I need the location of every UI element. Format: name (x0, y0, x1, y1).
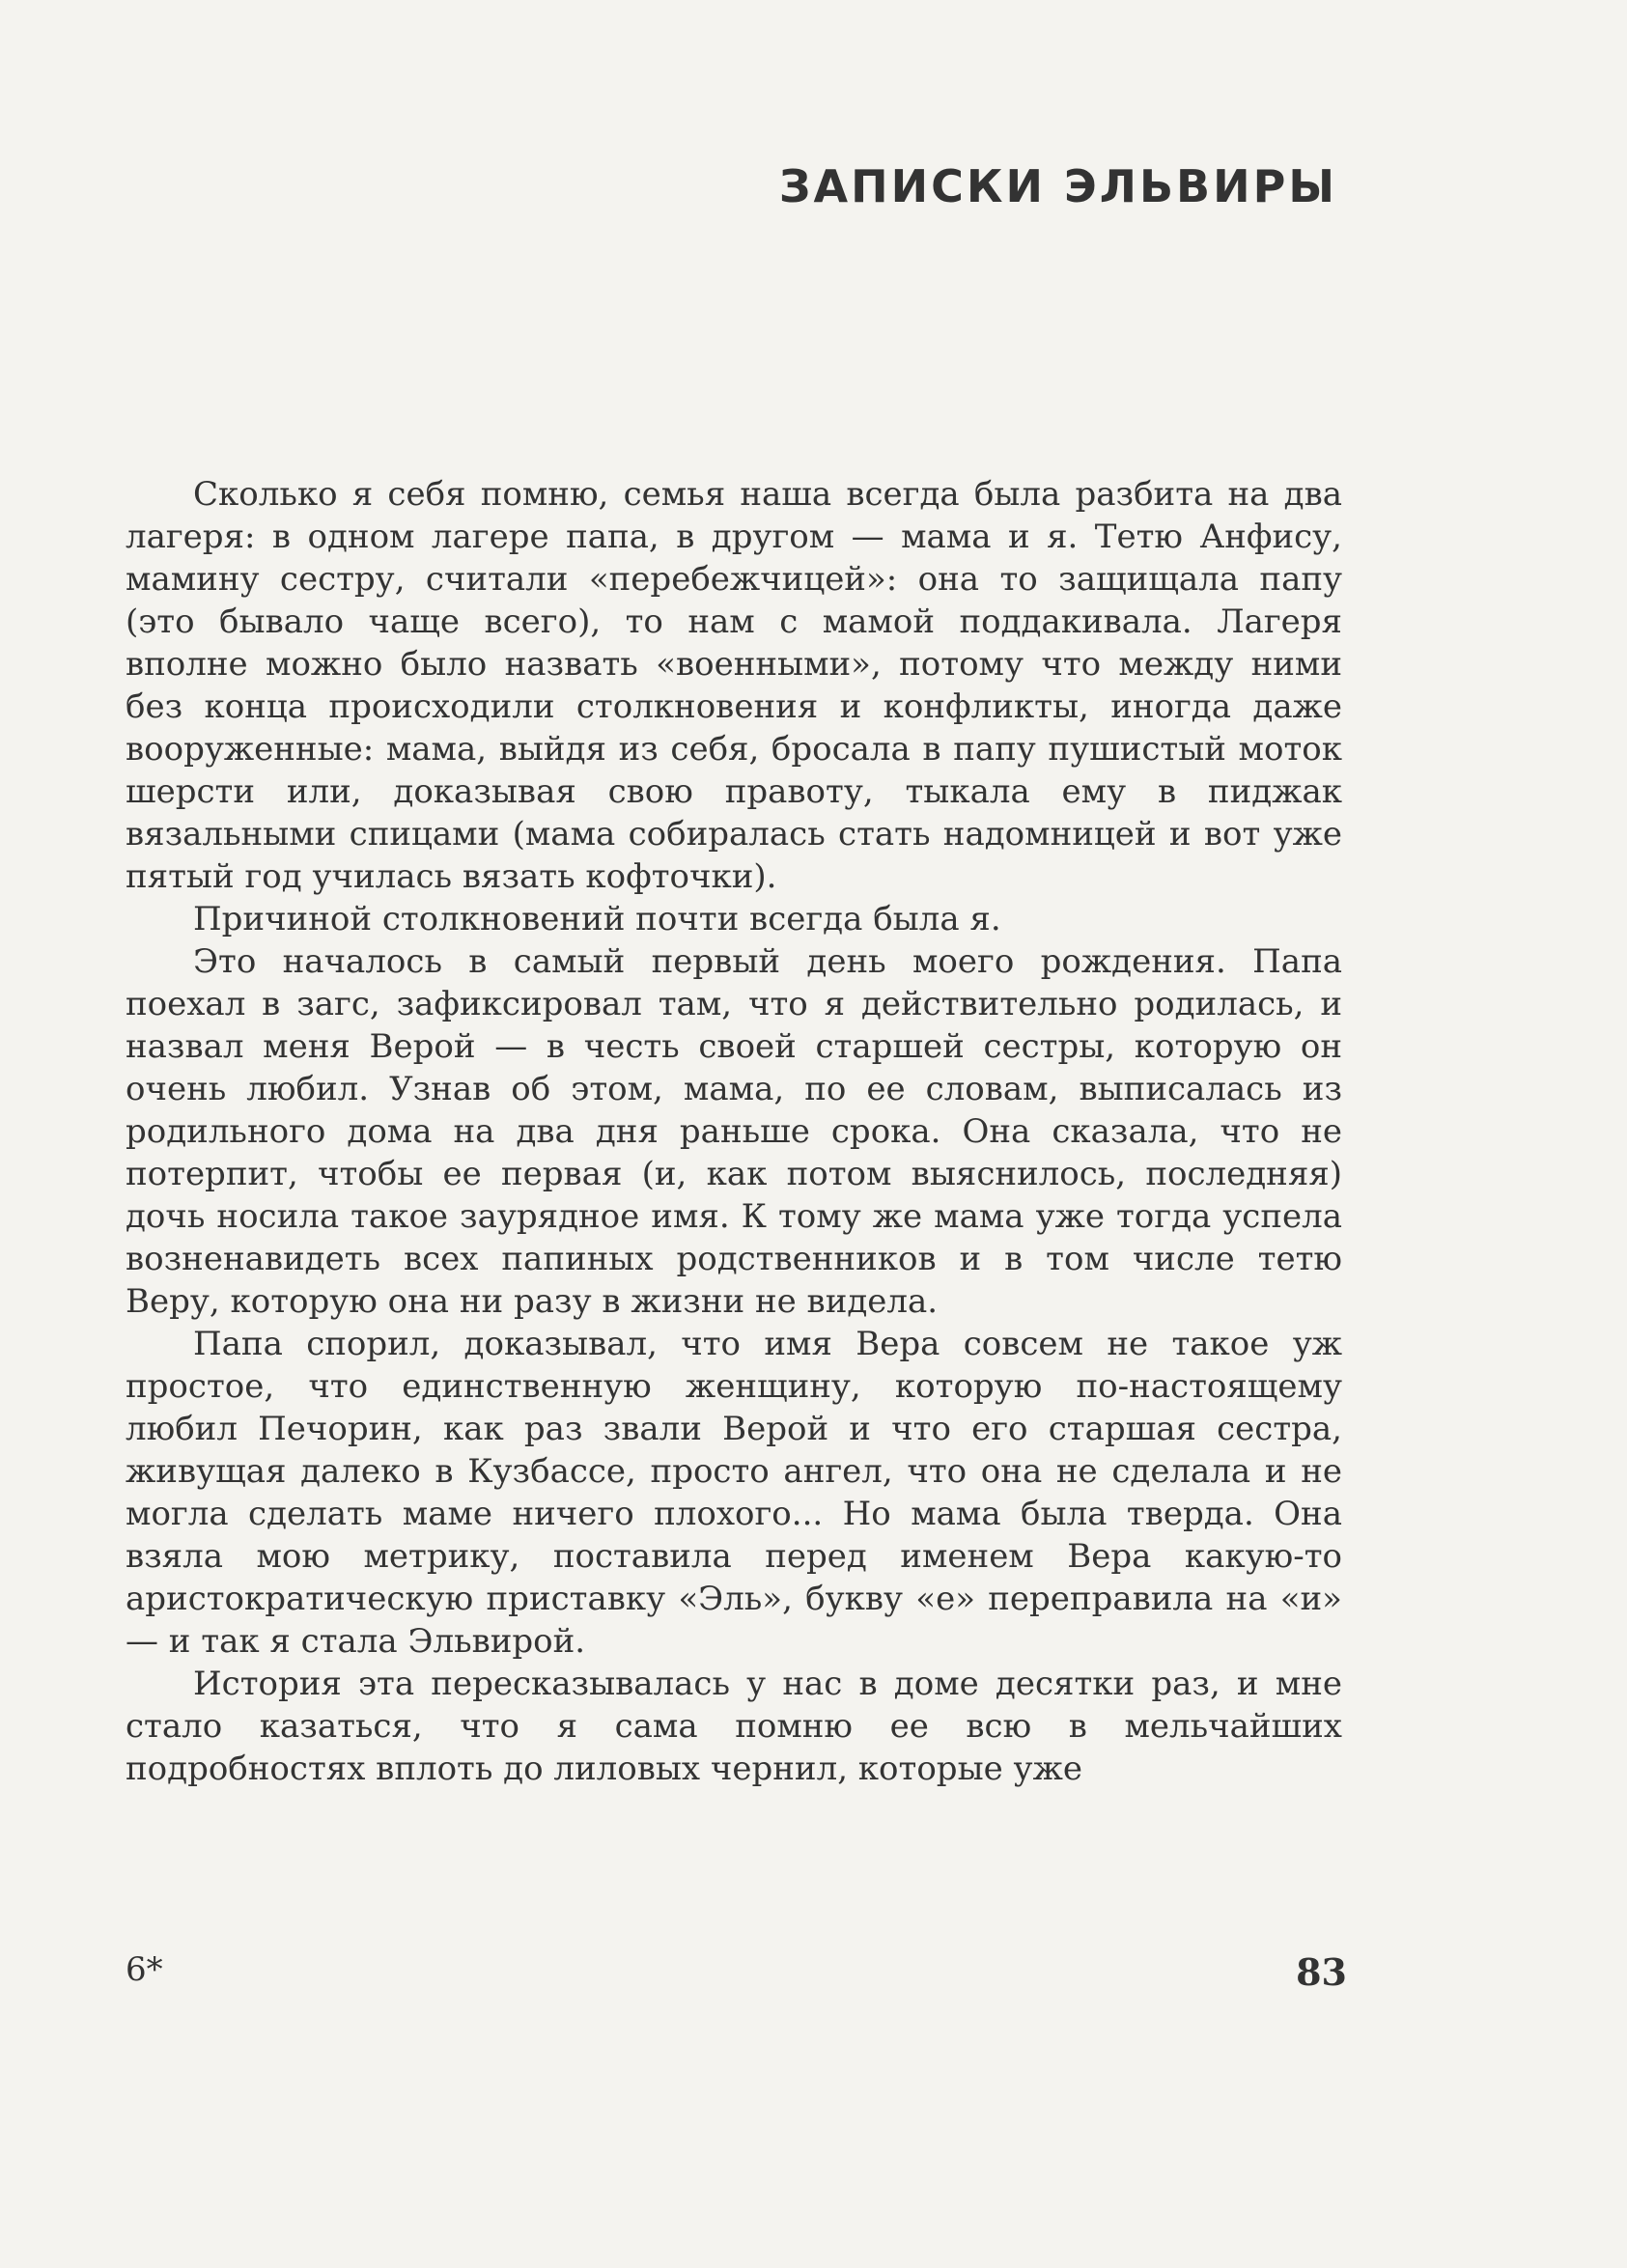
paragraph: Это началось в самый первый день моего рождения. Папа поехал в загс, зафиксировал там, что я действительно родилась, и назвал меня Верой — в честь своей старшей сестры, которую он очень любил. Узнав об этом, мама, по ее словам, выписалась из родильного дома на два дня раньше срока. Она сказала, что не потерпит, чтобы ее первая (и, как потом выяснилось, последняя) дочь носила такое заурядное имя. К тому же мама уже тогда успела возненавидеть всех папиных родственников и в том числе тетю Веру, которую она ни разу в жизни не видела. (126, 942, 1342, 1321)
paragraph: Причиной столкновений почти всегда была я. (193, 900, 1001, 938)
paragraph: Сколько я себя помню, семья наша всегда была разбита на два лагеря: в одном лагере папа, в другом — мама и я. Тетю Анфису, мамину сестру, считали «перебежчицей»: она то защищала папу (это бывало чаще всего), то нам с мамой поддакивала. Лагеря вполне можно было назвать «военными», потому что между ними без конца происходили столкновения и конфликты, иногда даже вооруженные: мама, выйдя из себя, бросала в папу пушистый моток шерсти или, доказывая свою правоту, тыкала ему в пиджак вязальными спицами (мама собиралась стать надомницей и вот уже пятый год училась вязать кофточки). (126, 475, 1342, 896)
body-text (126, 473, 1342, 1790)
chapter-title: ЗАПИСКИ ЭЛЬВИРЫ (778, 160, 1337, 212)
page-number: 83 (1296, 1950, 1347, 1994)
signature-mark: 6* (126, 1950, 163, 1989)
paragraph: Папа спорил, доказывал, что имя Вера совсем не такое уж простое, что единственную женщину, которую по-настоящему любил Печорин, как раз звали Верой и что его старшая сестра, живущая далеко в Кузбассе, просто ангел, что она не сделала и не могла сделать маме ничего плохого... Но мама была тверда. Она взяла мою метрику, поставила перед именем Вера какую-то аристократическую приставку «Эль», букву «е» переправила на «и» — и так я стала Эльвирой. (126, 1325, 1342, 1661)
paragraph: История эта пересказывалась у нас в доме десятки раз, и мне стало казаться, что я сама помню ее всю в мельчайших подробностях вплоть до лиловых чернил, которые уже (126, 1665, 1342, 1788)
